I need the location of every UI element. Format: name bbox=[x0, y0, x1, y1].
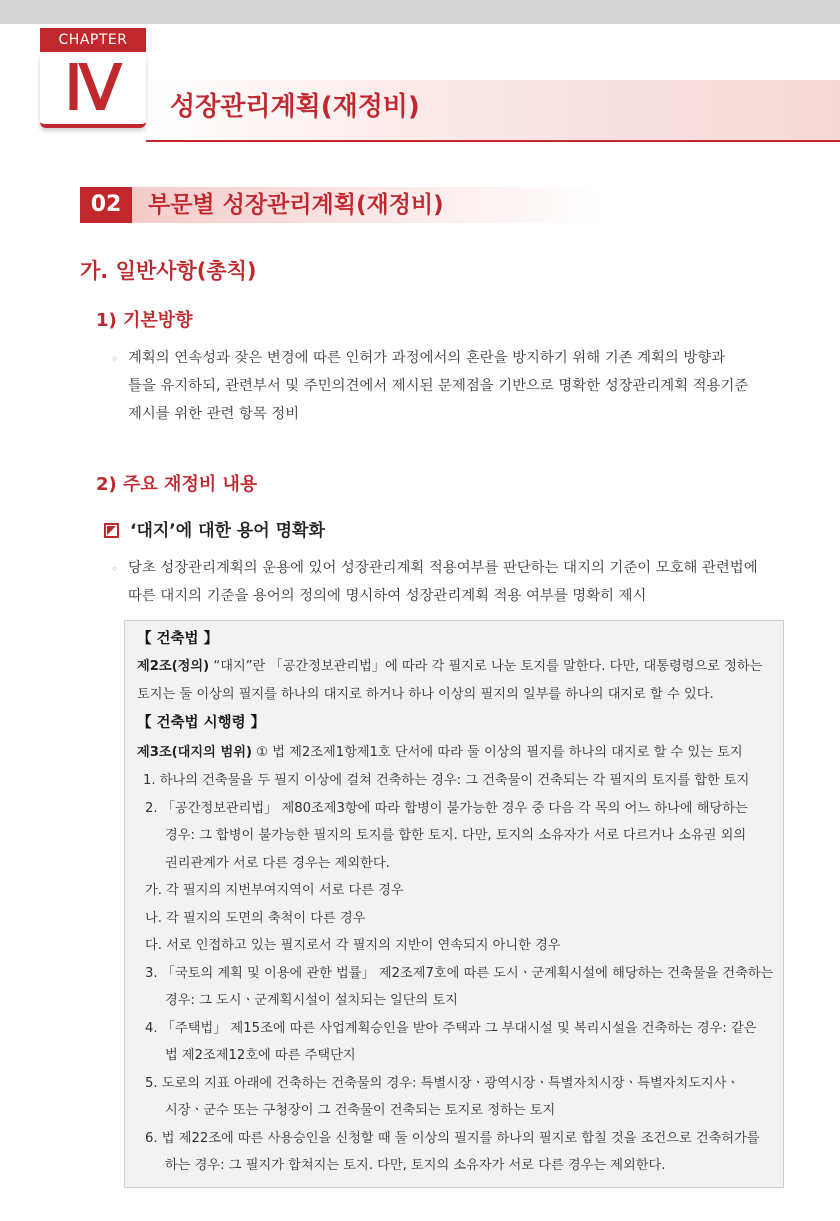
main-changes-paragraph bbox=[128, 554, 786, 610]
chapter-tag: CHAPTER bbox=[40, 28, 146, 52]
bullet-icon: ◦ bbox=[111, 562, 119, 576]
decree-item-line: 경우: 그 도시ㆍ군계획시설이 설치되는 일단의 토지 bbox=[165, 993, 458, 1008]
decree-item-line: 가. 각 필지의 지번부여지역이 서로 다른 경우 bbox=[145, 883, 404, 898]
decree-item-line: 5. 도로의 지표 아래에 건축하는 건축물의 경우: 특별시장ㆍ광역시장ㆍ특별자치시장ㆍ특별자치도지사ㆍ bbox=[145, 1075, 740, 1091]
decree-item-line: 4. 「주택법」 제15조에 따른 사업계획승인을 받아 주택과 그 부대시설 및 복리시설을 건축하는 경우: 같은 bbox=[145, 1020, 757, 1036]
decree-article-line bbox=[137, 743, 743, 763]
paragraph-line: 제시를 위한 관련 항목 정비 bbox=[128, 406, 300, 422]
top-bar bbox=[0, 0, 840, 24]
law-excerpt-box bbox=[124, 620, 784, 1188]
decree-heading: 【 건축법 시행령 】 bbox=[137, 715, 266, 731]
decree-item-line: 시장ㆍ군수 또는 구청장이 그 건축물이 건축되는 토지로 정하는 토지 bbox=[165, 1103, 556, 1118]
decree-item-line: 경우: 그 합병이 불가능한 필지의 토지를 합한 토지. 다만, 토지의 소유자가 서로 다르거나 소유권 외의 bbox=[165, 828, 747, 843]
decree-item-line: 1. 하나의 건축물을 두 필지 이상에 걸쳐 건축하는 경우: 그 건축물이 건축되는 각 필지의 토지를 합한 토지 bbox=[143, 773, 750, 788]
act-heading: 【 건축법 】 bbox=[137, 631, 219, 647]
decree-article-label: 제3조(대지의 범위) bbox=[137, 745, 252, 760]
section-title: 부문별 성장관리계획(재정비) bbox=[148, 192, 444, 218]
decree-article-text: ① 법 제2조제1항제1호 단서에 따라 둘 이상의 필지를 하나의 대지로 할 수 있는 토지 bbox=[252, 745, 743, 760]
decree-item-line: 다. 서로 인접하고 있는 필지로서 각 필지의 지반이 연속되지 아니한 경우 bbox=[145, 938, 561, 953]
paragraph-line: 계획의 연속성과 잦은 변경에 따른 인허가 과정에서의 혼란을 방지하기 위해 기존 계획의 방향과 bbox=[128, 350, 726, 366]
decree-item-line: 6. 법 제22조에 따른 사용승인을 신청할 때 둘 이상의 필지를 하나의 필지로 합칠 것을 조건으로 건축허가를 bbox=[145, 1130, 760, 1146]
chapter-number: Ⅳ bbox=[40, 54, 146, 128]
decree-item-line: 나. 각 필지의 도면의 축척이 다른 경우 bbox=[145, 910, 366, 926]
paragraph-line: 당초 성장관리계획의 운용에 있어 성장관리계획 적용여부를 판단하는 대지의 기준이 모호해 관련법에 bbox=[128, 560, 758, 576]
basic-direction-paragraph bbox=[128, 344, 786, 428]
subsection-title: 가. 일반사항(총칙) bbox=[80, 259, 257, 283]
chapter-title: 성장관리계획(재정비) bbox=[170, 92, 420, 122]
basic-direction-heading: 1) 기본방향 bbox=[96, 310, 193, 331]
act-article-line bbox=[137, 657, 762, 677]
item-title: ‘대지’에 대한 용어 명확화 bbox=[130, 521, 325, 541]
decree-item-line: 법 제2조제12호에 따른 주택단지 bbox=[165, 1048, 356, 1063]
paragraph-line: 틀을 유지하되, 관련부서 및 주민의견에서 제시된 문제점을 기반으로 명확한 성장관리계획 적용기준 bbox=[128, 378, 749, 394]
act-article-text: “대지”란 「공간정보관리법」에 따라 각 필지로 나눈 토지를 말한다. 다만, 대통령령으로 정하는 bbox=[209, 659, 763, 674]
decree-item-line: 하는 경우: 그 필지가 합쳐지는 토지. 다만, 토지의 소유자가 서로 다른 경우는 제외한다. bbox=[165, 1158, 666, 1173]
main-changes-heading: 2) 주요 재정비 내용 bbox=[96, 474, 258, 495]
bullet-icon: ◦ bbox=[111, 352, 119, 366]
act-article-line: 토지는 둘 이상의 필지를 하나의 대지로 하거나 하나 이상의 필지의 일부를 하나의 대지로 할 수 있다. bbox=[137, 687, 714, 702]
paragraph-line: 따른 대지의 기준을 용어의 정의에 명시하여 성장관리계획 적용 여부를 명확히 제시 bbox=[128, 588, 647, 604]
act-article-label: 제2조(정의) bbox=[137, 659, 210, 674]
section-number: 02 bbox=[80, 187, 132, 223]
decree-item-line: 권리관계가 서로 다른 경우는 제외한다. bbox=[165, 855, 390, 871]
checkbox-icon bbox=[104, 523, 119, 538]
decree-item-line: 3. 「국토의 계획 및 이용에 관한 법률」 제2조제7호에 따른 도시ㆍ군계획시설에 해당하는 건축물을 건축하는 bbox=[145, 965, 774, 981]
decree-item-line: 2. 「공간정보관리법」 제80조제3항에 따라 합병이 불가능한 경우 중 다음 각 목의 어느 하나에 해당하는 bbox=[145, 800, 748, 816]
